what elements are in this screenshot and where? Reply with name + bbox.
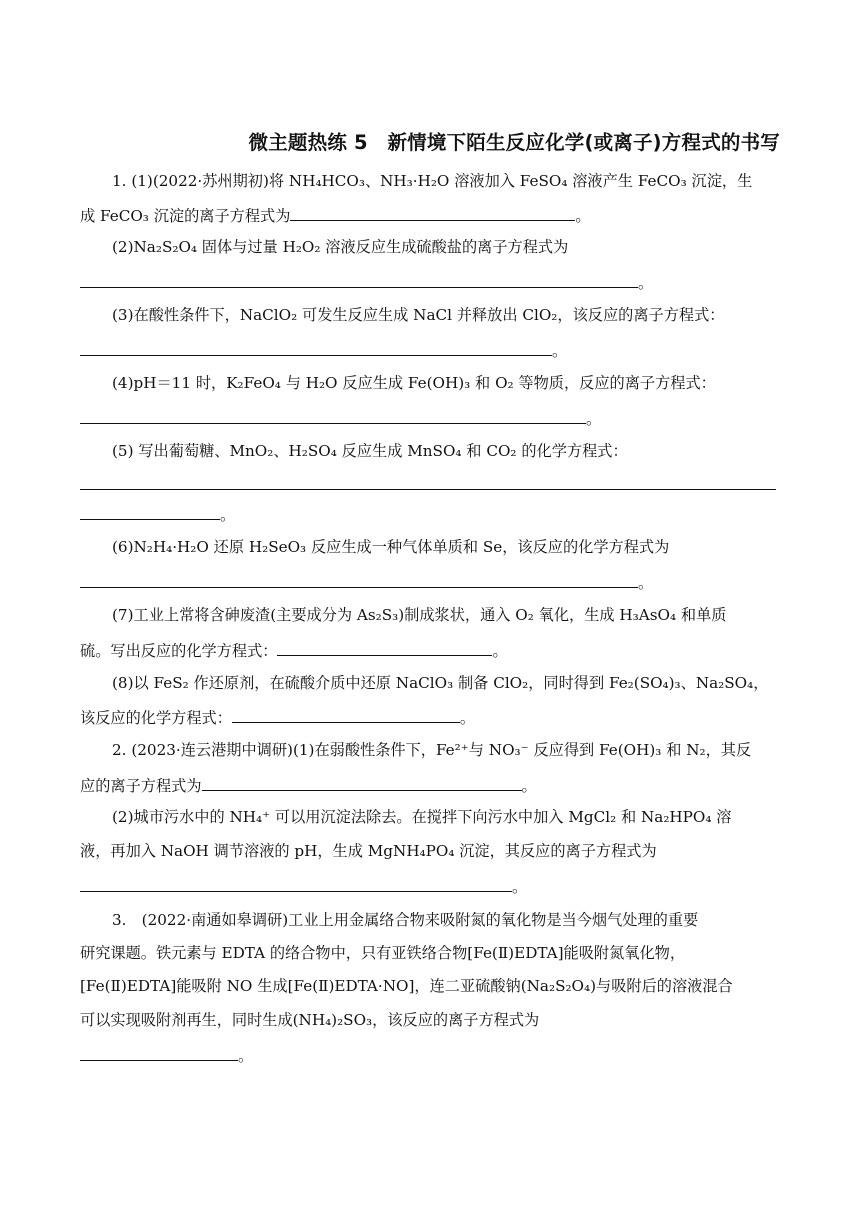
end-mark: 。 (575, 207, 591, 225)
answer-blank-q1-4[interactable] (80, 408, 586, 424)
q2-part2-line2: 液，再加入 NaOH 调节溶液的 pH，生成 MgNH₄PO₄ 沉淀，其反应的离子方程式为 (80, 842, 657, 860)
q3-answer-line (80, 1045, 253, 1065)
q3-line2: 研究课题。铁元素与 EDTA 的络合物中，只有亚铁络合物[Fe(Ⅱ)EDTA]能吸附氮氧化物， (80, 944, 686, 962)
q2-part1-line1: 2. (2023·连云港期中调研)(1)在弱酸性条件下，Fe²⁺与 NO₃⁻ 反应得到 Fe(OH)₃ 和 N₂，其反 (112, 741, 752, 759)
q1-part4-line1: (4)pH＝11 时，K₂FeO₄ 与 H₂O 反应生成 Fe(OH)₃ 和 O₂ 等物质，反应的离子方程式： (112, 374, 716, 392)
q1-part8-line1: (8)以 FeS₂ 作还原剂，在硫酸介质中还原 NaClO₃ 制备 ClO₂，同时得到 Fe₂(SO₄)₃、Na₂SO₄， (112, 674, 769, 692)
answer-blank-q1-7[interactable] (277, 640, 492, 656)
q1-part6-answer-line (80, 572, 653, 592)
answer-blank-q1-5a[interactable] (80, 489, 776, 490)
answer-blank-q2-1[interactable] (202, 775, 522, 791)
end-mark: 。 (512, 878, 528, 896)
q1-part4-answer-line (80, 408, 601, 428)
end-mark: 。 (638, 274, 654, 292)
q3-line1: 3. (2022·南通如皋调研)工业上用金属络合物来吸附氮的氧化物是当今烟气处理的重要 (112, 911, 699, 929)
q1-part2-line1: (2)Na₂S₂O₄ 固体与过量 H₂O₂ 溶液反应生成硫酸盐的离子方程式为 (112, 238, 569, 256)
answer-blank-q1-3[interactable] (80, 340, 552, 356)
end-mark: 。 (459, 709, 476, 727)
q1-part3-answer-line (80, 340, 567, 360)
q2-part2-answer-line (80, 876, 527, 896)
answer-blank-q1-5b[interactable] (80, 504, 220, 520)
q1-part7-line1: (7)工业上常将含砷废渣(主要成分为 As₂S₃)制成浆状，通入 O₂ 氧化，生成 H₃AsO₄ 和单质 (112, 606, 727, 624)
q1-part1-line1: 1. (1)(2022·苏州期初)将 NH₄HCO₃、NH₃·H₂O 溶液加入 FeSO₄ 溶液产生 FeCO₃ 沉淀，生 (112, 172, 753, 190)
q1-part7-line2 (80, 640, 508, 660)
q1-part1-line2 (80, 205, 591, 225)
end-mark: 。 (521, 777, 537, 795)
q1-part1-line2-text: 成 FeCO₃ 沉淀的离子方程式为 (80, 207, 291, 225)
end-mark: 。 (492, 642, 508, 660)
q3-line4: 可以实现吸附剂再生，同时生成(NH₄)₂SO₃，该反应的离子方程式为 (80, 1011, 540, 1029)
answer-blank-q1-2[interactable] (80, 272, 638, 288)
end-mark: 。 (220, 506, 236, 524)
q3-line3: [Fe(Ⅱ)EDTA]能吸附 NO 生成[Fe(Ⅱ)EDTA·NO]，连二亚硫酸钠(Na₂S₂O₄)与吸附后的溶液混合 (80, 977, 733, 995)
q1-part7-line2-text: 硫。写出反应的化学方程式： (80, 642, 278, 660)
answer-blank-q2-2[interactable] (80, 876, 512, 892)
end-mark: 。 (238, 1047, 254, 1065)
q1-part6-line1: (6)N₂H₄·H₂O 还原 H₂SeO₃ 反应生成一种气体单质和 Se，该反应的化学方程式为 (112, 538, 670, 556)
q1-part2-answer-line (80, 272, 653, 292)
answer-blank-q1-6[interactable] (80, 572, 638, 588)
q2-part1-line2 (80, 775, 537, 795)
q1-part3-line1: (3)在酸性条件下，NaClO₂ 可发生反应生成 NaCl 并释放出 ClO₂，该反应的离子方程式： (112, 306, 725, 324)
q2-part2-line1: (2)城市污水中的 NH₄⁺ 可以用沉淀法除去。在搅拌下向污水中加入 MgCl₂ 和 Na₂HPO₄ 溶 (112, 808, 732, 826)
end-mark: 。 (586, 410, 602, 428)
answer-blank-q3[interactable] (80, 1045, 238, 1061)
page-title: 微主题热练 5 新情境下陌生反应化学(或离子)方程式的书写 (248, 131, 780, 154)
q1-part5-line1: (5) 写出葡萄糖、MnO₂、H₂SO₄ 反应生成 MnSO₄ 和 CO₂ 的化学方程式： (112, 442, 628, 460)
answer-blank-q1-8[interactable] (232, 707, 460, 723)
q1-part8-line2-text: 该反应的化学方程式： (80, 709, 232, 727)
answer-blank-q1-1[interactable] (290, 205, 575, 221)
q2-part1-line2-text: 应的离子方程式为 (80, 777, 202, 795)
end-mark: 。 (552, 342, 568, 360)
q1-part8-line2 (80, 707, 475, 727)
q1-part5-answer-line2 (80, 504, 235, 524)
end-mark: 。 (638, 574, 654, 592)
